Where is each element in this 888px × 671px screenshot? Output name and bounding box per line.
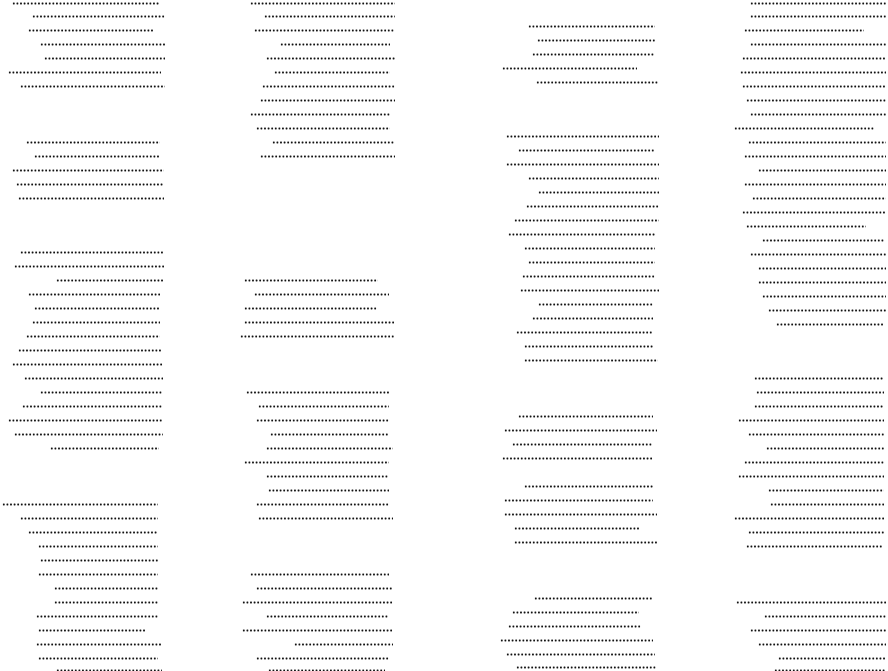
dotted-leader-line [532,317,653,320]
dotted-leader-line [242,601,393,604]
dotted-leader-line [768,309,886,312]
dotted-leader-line [520,289,659,292]
dotted-leader-line [502,67,637,70]
dotted-leader-line [528,261,655,264]
dotted-leader-line [260,99,395,102]
dotted-leader-line [266,615,389,618]
dotted-leader-line [750,15,886,18]
dotted-leader-line [752,197,886,200]
dotted-leader-line [750,253,886,256]
dotted-leader-line [502,457,653,460]
dotted-leader-line [750,629,886,632]
dotted-leader-line [2,503,158,506]
dotted-leader-line [514,541,657,544]
dotted-leader-line [12,363,163,366]
dotted-leader-line [742,57,886,60]
dotted-leader-line [274,71,390,74]
dotted-leader-line [778,657,886,660]
dotted-leader-line [36,643,162,646]
dotted-leader-line [34,307,160,310]
dotted-leader-line [266,447,393,450]
dotted-leader-line [500,639,653,642]
dotted-leader-line [524,345,653,348]
dotted-leader-line [264,15,395,18]
dotted-leader-line [754,405,884,408]
dotted-leader-line [748,433,884,436]
dotted-leader-line [272,141,395,144]
dotted-leader-line [268,489,389,492]
dotted-leader-line [506,135,659,138]
dotted-leader-line [748,531,884,534]
dotted-leader-line [256,127,390,130]
dotted-leader-line [746,545,882,548]
dotted-leader-line [262,85,395,88]
dotted-leader-line [504,429,657,432]
dotted-leader-line [754,377,884,380]
dotted-leader-line [750,43,886,46]
dotted-leader-line [20,85,165,88]
dotted-leader-line [28,29,153,32]
dotted-leader-line [776,323,884,326]
dotted-leader-line [770,503,884,506]
dotted-leader-line [744,29,864,32]
dotted-leader-line [744,461,884,464]
dotted-leader-line [54,601,158,604]
dotted-leader-line [242,629,393,632]
dotted-leader-line [38,629,145,632]
dotted-leader-line [40,43,165,46]
dotted-leader-line [38,573,158,576]
dotted-leader-line [266,475,389,478]
dotted-leader-line [50,447,159,450]
dotted-leader-line [40,391,163,394]
dotted-leader-line [512,443,653,446]
dotted-leader-line [18,197,164,200]
dotted-leader-line [742,211,886,214]
dotted-leader-line [8,71,161,74]
dotted-leader-line [762,239,885,242]
dotted-leader-line [56,279,164,282]
dotted-leader-line [750,2,886,5]
dotted-leader-line [746,225,866,228]
dotted-leader-line [40,559,158,562]
dotted-leader-line [744,183,886,186]
dotted-leader-line [742,85,886,88]
dotted-leader-line [256,587,393,590]
dotted-leader-line [526,205,659,208]
dotted-leader-line [256,503,389,506]
dotted-leader-line [256,419,389,422]
dotted-leader-line [538,191,659,194]
dotted-leader-line [537,39,655,42]
dotted-leader-line [244,461,389,464]
dotted-leader-line [536,81,659,84]
dotted-leader-line [294,643,393,646]
dotted-leader-line [38,657,158,660]
dotted-leader-line [20,251,164,254]
dotted-leader-line [522,275,655,278]
dotted-leader-line [250,2,395,5]
dotted-leader-line [54,587,158,590]
dotted-leader-line [20,517,158,520]
dotted-leader-line [8,419,163,422]
dotted-leader-line [748,141,886,144]
dotted-leader-line [746,99,886,102]
dotted-leader-line [506,653,655,656]
dotted-leader-line [514,527,639,530]
dotted-leader-line [532,53,655,56]
dotted-leader-line [250,113,390,116]
dotted-leader-line [508,233,655,236]
dotted-leader-line [44,57,165,60]
dotted-leader-line [750,113,886,116]
dotted-leader-line [518,415,653,418]
dotted-leader-line [524,359,658,362]
dotted-leader-line [34,155,160,158]
dotted-leader-line [14,433,163,436]
dotted-leader-line [246,391,389,394]
dotted-leader-line [12,2,160,5]
dotted-leader-line [504,499,653,502]
dotted-leader-line [258,405,389,408]
dotted-leader-line [518,149,655,152]
dotted-leader-line [260,155,395,158]
dotted-leader-line [14,265,164,268]
dotted-leader-line [254,293,389,296]
dotted-leader-line [744,155,886,158]
dotted-leader-line [280,43,390,46]
dotted-leader-line [266,57,395,60]
dotted-leader-line [32,321,160,324]
dotted-leader-line [240,335,394,338]
dotted-leader-line [38,545,158,548]
dotted-leader-line [738,419,884,422]
dotted-leader-line [254,29,395,32]
dotted-leader-line [28,531,158,534]
dotted-leader-line [512,611,639,614]
dotted-leader-line [244,321,394,324]
dotted-leader-line [528,177,659,180]
dotted-leader-line [766,447,884,450]
dotted-leader-line [244,307,377,310]
dotted-leader-line [738,475,884,478]
dotted-leader-line [18,349,162,352]
dotted-leader-line [36,615,158,618]
dotted-leader-line [506,163,659,166]
dotted-leader-line [758,643,886,646]
dotted-leader-line [740,71,886,74]
dotted-leader-line [734,127,874,130]
dotted-leader-line [736,601,886,604]
dotted-leader-line [26,141,160,144]
dotted-leader-line [16,183,164,186]
dotted-leader-line [250,573,389,576]
dotted-leader-line [508,625,641,628]
dotted-leader-line [514,219,659,222]
dotted-leader-line [28,293,160,296]
dotted-leader-line [534,597,653,600]
dotted-leader-line [528,25,655,28]
dotted-leader-line [762,295,886,298]
dotted-leader-line [764,615,886,618]
dotted-leader-line [758,169,886,172]
dotted-leader-line [758,267,886,270]
dotted-leader-line [270,433,389,436]
dotted-leader-line [516,666,656,669]
dotted-leader-line [768,489,884,492]
dotted-leader-line [516,331,653,334]
dotted-leader-line [504,513,657,516]
dotted-leader-line [12,169,164,172]
dotted-leader-line [26,335,160,338]
dotted-leader-line [32,15,165,18]
dotted-leader-line [256,657,389,660]
dotted-leader-line [244,279,378,282]
dotted-leader-line [258,517,393,520]
dotted-leader-line [538,303,653,306]
dotted-leader-line [22,405,163,408]
dotted-leader-line [524,485,653,488]
dotted-leader-line [758,281,886,284]
dotted-leader-line [524,247,655,250]
dotted-leader-line [734,517,884,520]
dotted-leader-line [756,391,884,394]
dotted-leader-line [24,377,163,380]
